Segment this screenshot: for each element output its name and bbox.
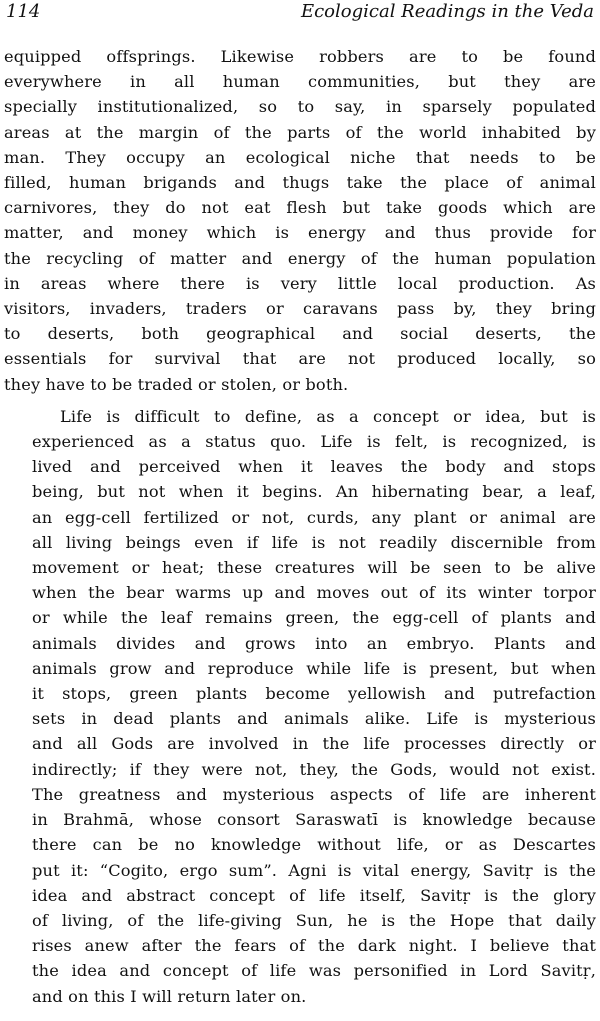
paragraph-robbers bbox=[4, 44, 596, 397]
text-line: it stops, green plants become yellowish and putrefaction bbox=[32, 684, 596, 704]
text-line: filled, human brigands and thugs take the place of animal bbox=[4, 173, 596, 193]
text-line: movement or heat; these creatures will be seen to be alive bbox=[32, 558, 596, 578]
text-line: carnivores, they do not eat flesh but take goods which are bbox=[4, 198, 596, 218]
text-line: Life is difficult to define, as a concept or idea, but is bbox=[60, 406, 596, 426]
book-title: Ecological Readings in the Veda bbox=[300, 1, 594, 22]
text-line: areas at the margin of the parts of the world inhabited by bbox=[4, 122, 596, 142]
page-number: 114 bbox=[6, 1, 41, 22]
text-line: of living, of the life-giving Sun, he is the Hope that daily bbox=[32, 910, 596, 930]
running-head bbox=[6, 0, 594, 24]
text-line: the idea and concept of life was personified in Lord Savitṛ, bbox=[32, 961, 596, 981]
text-line: to deserts, both geographical and social deserts, the bbox=[4, 324, 596, 344]
text-line: rises anew after the fears of the dark night. I believe that bbox=[32, 936, 596, 956]
text-line: everywhere in all human communities, but they are bbox=[4, 72, 596, 92]
text-line: in Brahmā, whose consort Saraswatī is knowledge because bbox=[32, 810, 596, 830]
text-line: lived and perceived when it leaves the body and stops bbox=[32, 457, 596, 477]
text-line: put it: “Cogito, ergo sum”. Agni is vital energy, Savitṛ is the bbox=[32, 860, 596, 880]
text-line: man. They occupy an ecological niche that needs to be bbox=[4, 147, 596, 167]
text-line: and on this I will return later on. bbox=[32, 986, 307, 1006]
text-line: there can be no knowledge without life, or as Descartes bbox=[32, 835, 596, 855]
paragraph-life bbox=[4, 404, 596, 1009]
text-line: the recycling of matter and energy of the human population bbox=[4, 248, 596, 268]
text-line: an egg-cell fertilized or not, curds, any plant or animal are bbox=[32, 507, 596, 527]
text-line: when the bear warms up and moves out of its winter torpor bbox=[32, 583, 596, 603]
text-line: visitors, invaders, traders or caravans pass by, they bring bbox=[4, 299, 596, 319]
text-line: or while the leaf remains green, the egg-cell of plants and bbox=[32, 608, 596, 628]
text-line: animals grow and reproduce while life is present, but when bbox=[32, 658, 596, 678]
text-line: sets in dead plants and animals alike. Life is mysterious bbox=[32, 709, 596, 729]
text-line: essentials for survival that are not produced locally, so bbox=[4, 349, 596, 369]
text-line: they have to be traded or stolen, or both. bbox=[4, 374, 349, 394]
text-line: in areas where there is very little local production. As bbox=[4, 273, 596, 293]
body-text bbox=[4, 44, 596, 1009]
text-line: being, but not when it begins. An hibernating bear, a leaf, bbox=[32, 482, 596, 502]
text-line: all living beings even if life is not readily discernible from bbox=[32, 532, 596, 552]
text-line: matter, and money which is energy and thus provide for bbox=[4, 223, 596, 243]
text-line: equipped offsprings. Likewise robbers are to be found bbox=[4, 47, 596, 66]
text-line: specially institutionalized, so to say, in sparsely populated bbox=[4, 97, 596, 117]
text-line: idea and abstract concept of life itself, Savitṛ is the glory bbox=[32, 885, 596, 905]
text-line: indirectly; if they were not, they, the Gods, would not exist. bbox=[32, 759, 596, 779]
text-line: and all Gods are involved in the life processes directly or bbox=[32, 734, 596, 754]
text-line: The greatness and mysterious aspects of life are inherent bbox=[32, 784, 596, 804]
text-line: experienced as a status quo. Life is felt, is recognized, is bbox=[32, 432, 596, 452]
text-line: animals divides and grows into an embryo. Plants and bbox=[32, 633, 596, 653]
